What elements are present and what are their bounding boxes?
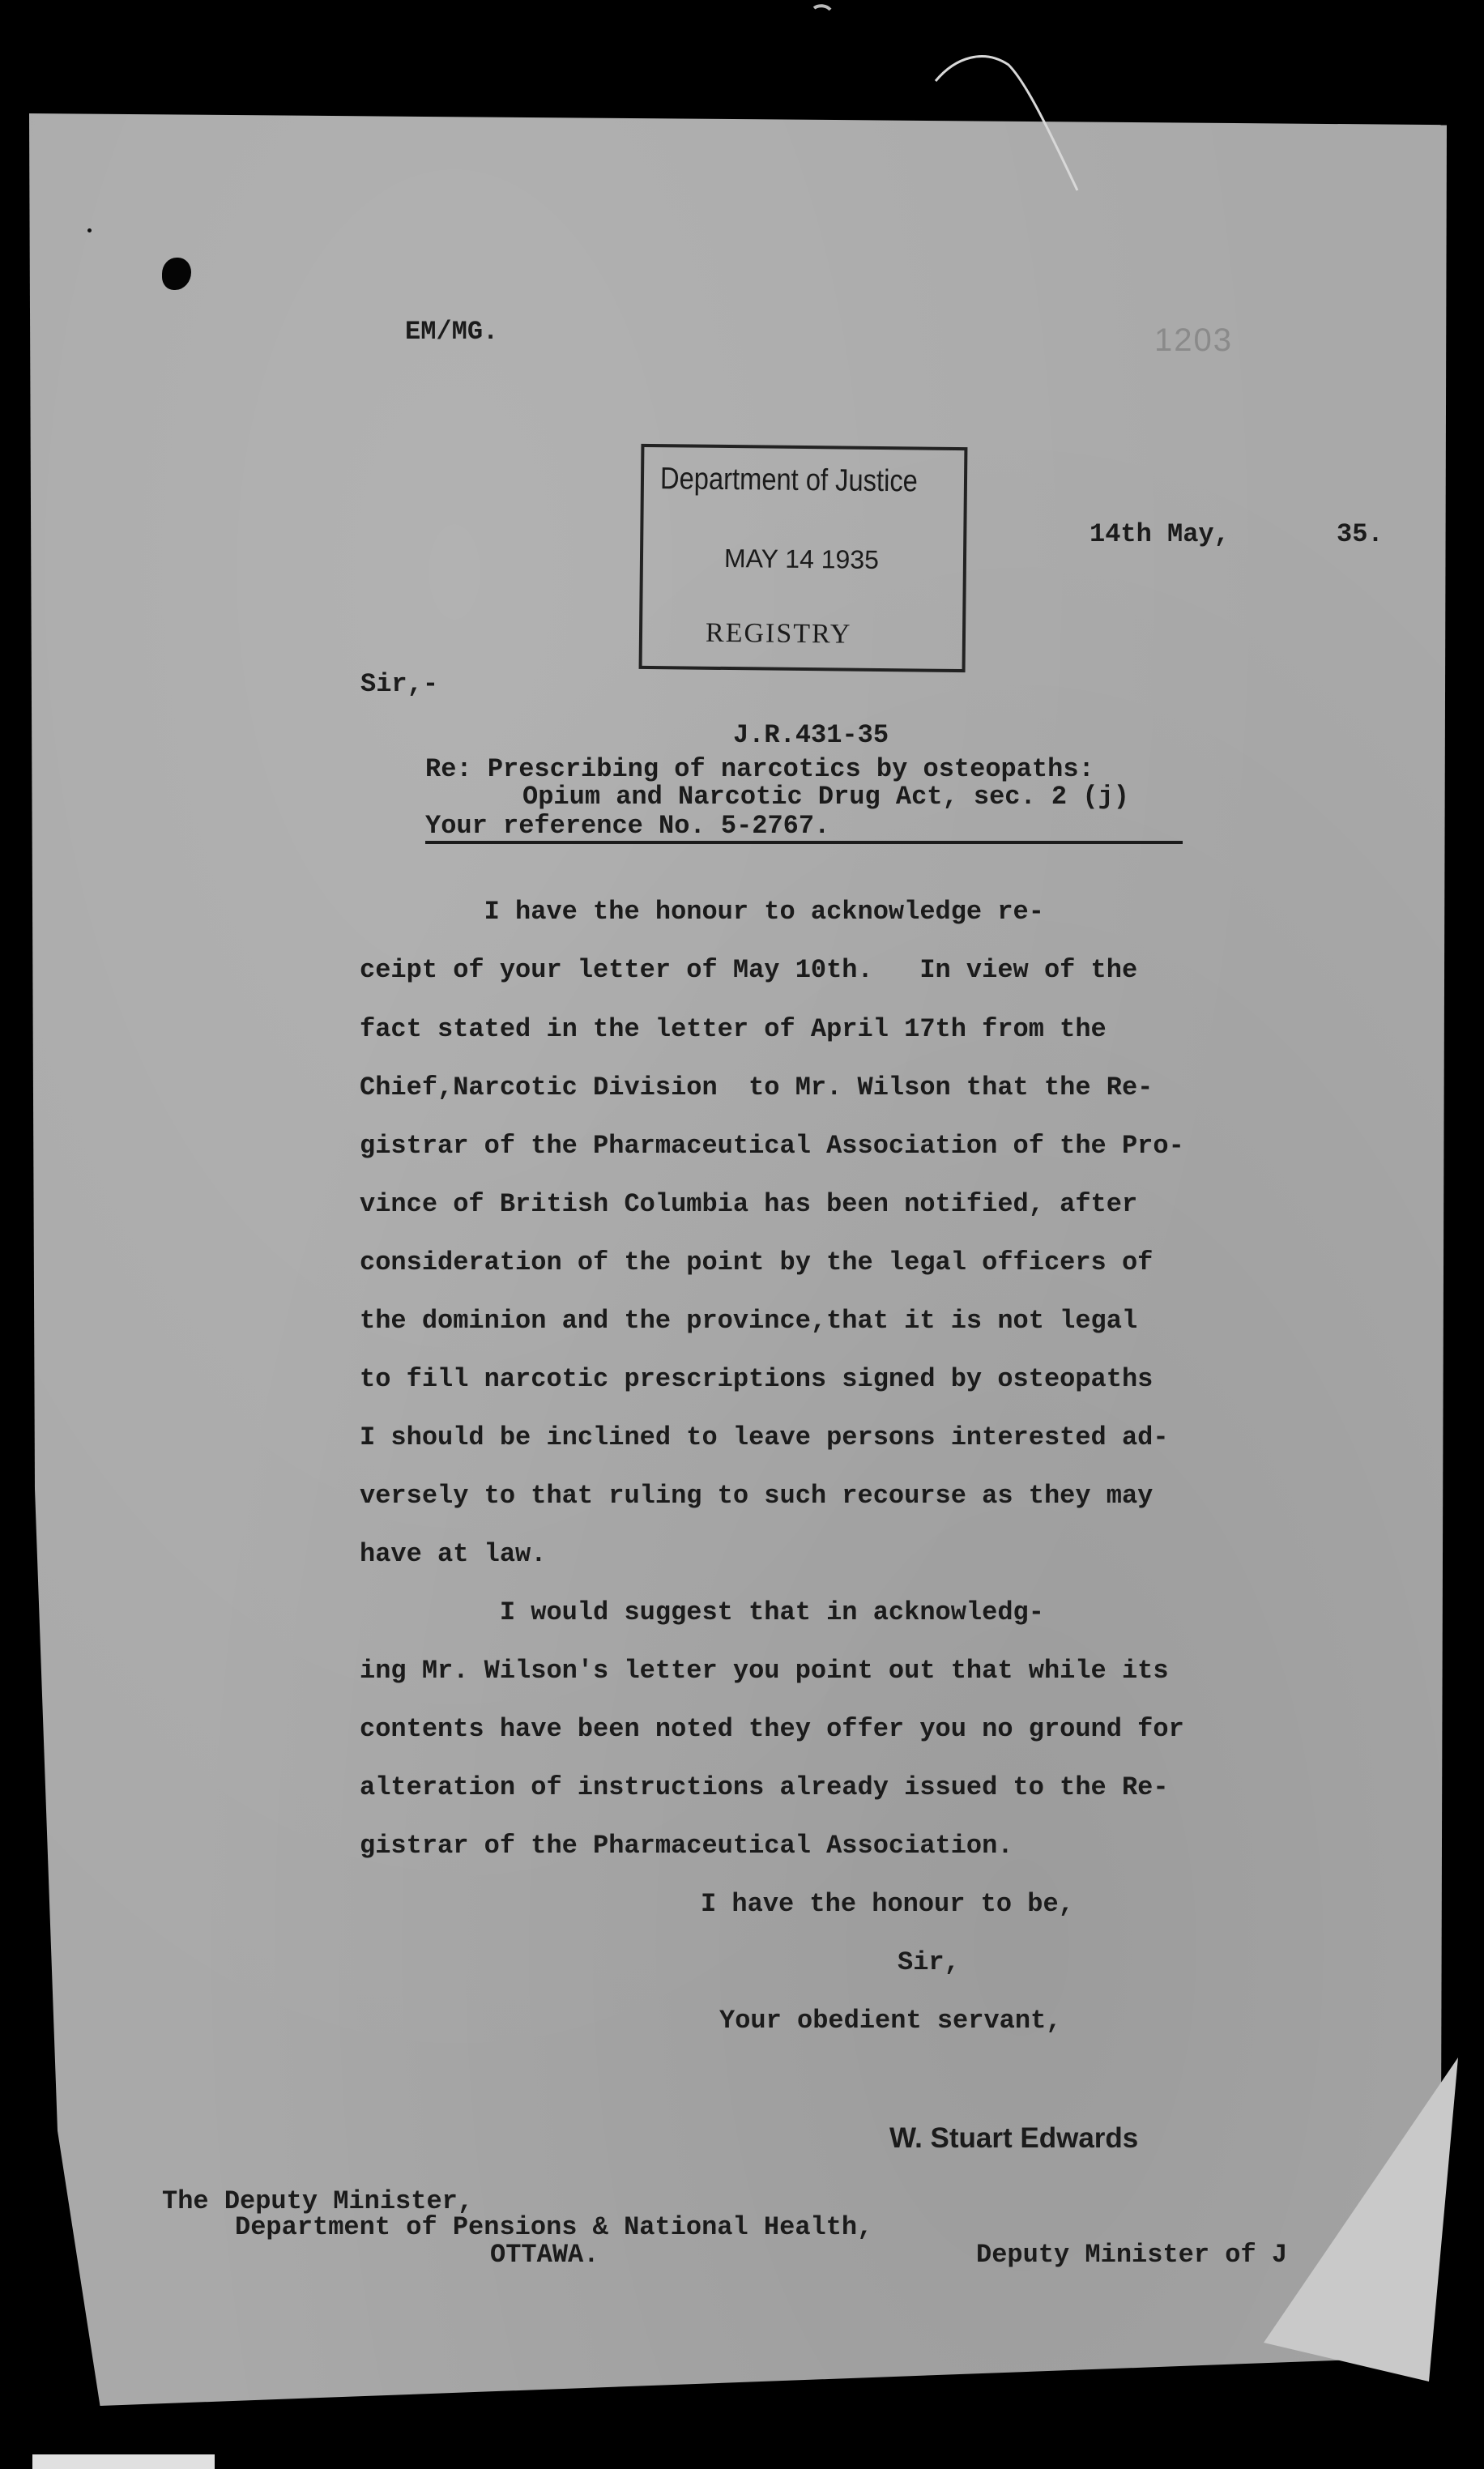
body-line: to fill narcotic prescriptions signed by osteopaths bbox=[360, 1364, 1154, 1394]
body-line: alteration of instructions already issued to the Re- bbox=[360, 1772, 1169, 1802]
page-edge-strip bbox=[32, 2454, 215, 2469]
letter-date: 14th May, bbox=[1090, 519, 1230, 549]
body-line: contents have been noted they offer you no ground for bbox=[360, 1714, 1184, 1744]
stamp-label: REGISTRY bbox=[705, 617, 852, 650]
letter-year: 35. bbox=[1337, 519, 1384, 549]
registry-stamp bbox=[639, 444, 968, 672]
file-reference: J.R.431-35 bbox=[733, 720, 889, 750]
addressee-line-1: The Deputy Minister, bbox=[162, 2186, 474, 2216]
subject-line-3: Your reference No. 5-2767. bbox=[425, 811, 830, 841]
body-line: ceipt of your letter of May 10th. In view of the bbox=[360, 955, 1138, 985]
body-line: gistrar of the Pharmaceutical Association. bbox=[360, 1831, 1013, 1861]
closing-line-3: Your obedient servant, bbox=[719, 2006, 1062, 2036]
body-line: Chief,Narcotic Division to Mr. Wilson that the Re- bbox=[360, 1072, 1154, 1102]
signature: W. Stuart Edwards bbox=[889, 2122, 1139, 2154]
stamp-title: Department of Justice bbox=[659, 462, 919, 499]
subject-underline bbox=[425, 841, 1183, 844]
body-line: I would suggest that in acknowledg- bbox=[360, 1597, 1044, 1627]
closing-line-1: I have the honour to be, bbox=[701, 1889, 1074, 1919]
closing-line-2: Sir, bbox=[898, 1947, 960, 1977]
body-line: versely to that ruling to such recourse as they may bbox=[360, 1481, 1154, 1511]
salutation: Sir,- bbox=[360, 669, 439, 699]
file-number: 1203 bbox=[1154, 322, 1233, 358]
subject-line-1: Re: Prescribing of narcotics by osteopaths: bbox=[425, 754, 1094, 784]
stamp-date: MAY 14 1935 bbox=[723, 543, 880, 574]
body-line: I have the honour to acknowledge re- bbox=[360, 897, 1044, 927]
body-line: gistrar of the Pharmaceutical Association of the Pro- bbox=[360, 1131, 1184, 1161]
body-line: have at law. bbox=[360, 1539, 547, 1569]
ink-speck bbox=[87, 228, 92, 232]
loose-thread bbox=[0, 0, 1484, 243]
body-line: consideration of the point by the legal officers of bbox=[360, 1247, 1154, 1277]
body-line: I should be inclined to leave persons interested ad- bbox=[360, 1422, 1169, 1452]
addressee-line-2: Department of Pensions & National Health, bbox=[235, 2212, 873, 2242]
body-line: ing Mr. Wilson's letter you point out that while its bbox=[360, 1656, 1169, 1686]
signatory-title: Deputy Minister of J bbox=[976, 2240, 1288, 2270]
body-line: fact stated in the letter of April 17th from the bbox=[360, 1014, 1107, 1044]
typist-initials: EM/MG. bbox=[405, 317, 499, 347]
body-line: vince of British Columbia has been notified, after bbox=[360, 1189, 1138, 1219]
body-line: the dominion and the province,that it is not legal bbox=[360, 1306, 1138, 1336]
subject-line-2: Opium and Narcotic Drug Act, sec. 2 (j) bbox=[522, 782, 1129, 812]
addressee-line-3: OTTAWA. bbox=[490, 2240, 599, 2270]
